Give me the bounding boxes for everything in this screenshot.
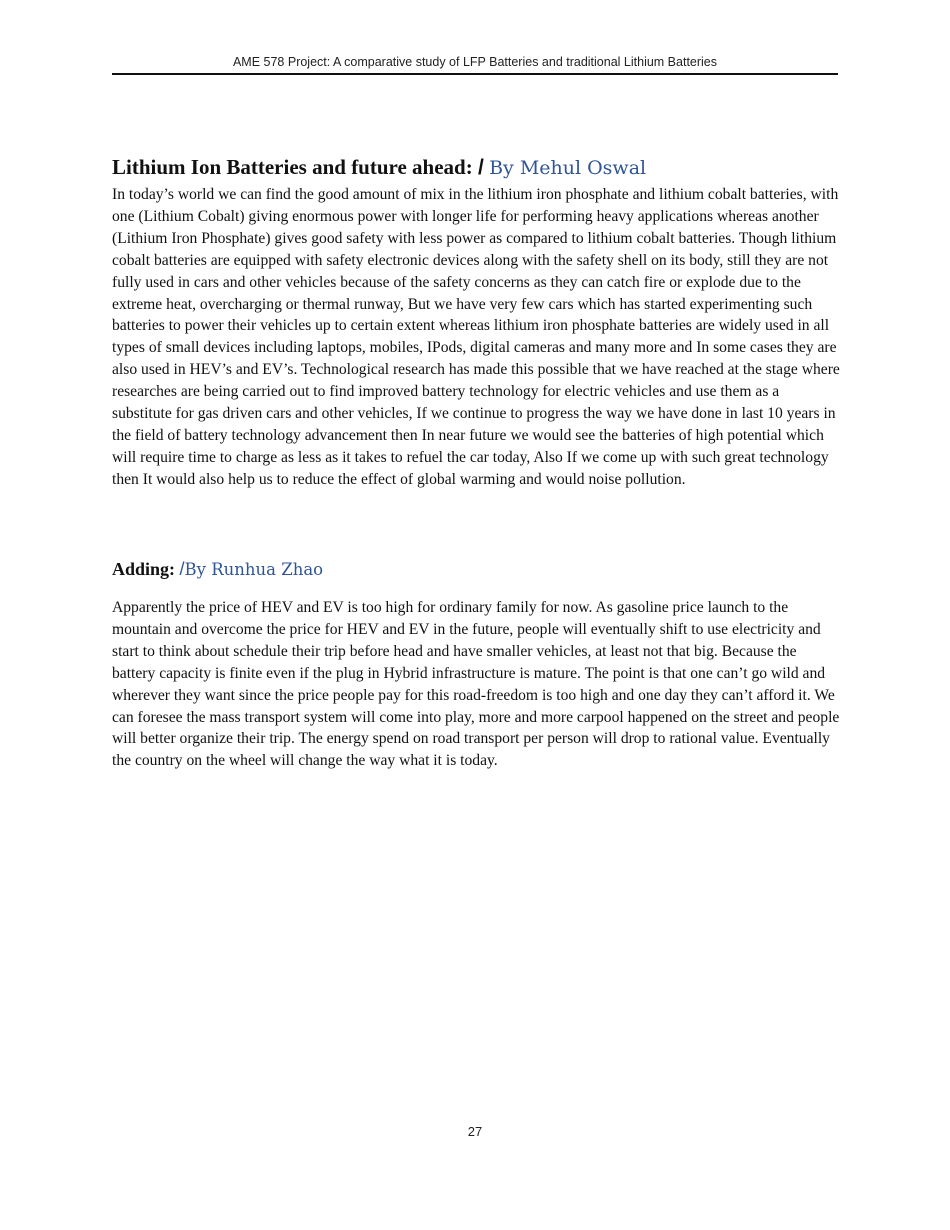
author-byline: By Runhua Zhao — [184, 560, 324, 579]
section-paragraph-lithium-ion: In today’s world we can find the good amount of mix in the lithium iron phosphate and lithium cobalt batteries, with one (Lithium Cobalt) giving enormous power with longer life for performing heavy applications whereas another (Lithium Iron Phosphate) gives good safety with less power as compared to lithium cobalt batteries. Though lithium cobalt batteries are equipped with safety electronic devices along with the safety shell on its body, still they are not fully used in cars and other vehicles because of the safety concerns as they can catch fire or explode due to the extreme heat, overcharging or thermal runway, But we have very few cars which has started experimenting such batteries to power their vehicles up to certain extent whereas lithium iron phosphate batteries are widely used in all types of small devices including laptops, mobiles, IPods, digital cameras and many more and In some cases they are also used in HEV’s and EV’s. Technological research has made this possible that we have reached at the stage where researches are being carried out to find improved battery technology for electric vehicles and use them as a substitute for gas driven cars and other vehicles, If we continue to progress the way we have done in last 10 years in the field of battery technology advancement then In near future we would see the batteries of high potential which will require time to charge as less as it takes to refuel the car today, Also If we come up with such great technology then It would also help us to reduce the effect of global warming and would noise pollution. — [112, 186, 840, 488]
page-number: 27 — [467, 1124, 483, 1139]
section-title: Adding: — [112, 559, 176, 579]
section-paragraph-adding: Apparently the price of HEV and EV is too high for ordinary family for now. As gasoline price launch to the mountain and overcome the price for HEV and EV in the future, people will eventually shift to use electricity and start to think about schedule their trip before head and have smaller vehicles, at least not that big. Because the battery capacity is finite even if the plug in Hybrid infrastructure is mature. The point is that one can’t go wild and wherever they want since the price people pay for this road-freedom is too high and one day they can’t afford it. We can foresee the mass transport system will come into play, more and more carpool happened on the street and people will better organize their trip. The energy spend on road transport per person will drop to rational value. Eventually the country on the wheel will change the way what it is today. — [112, 599, 840, 770]
section-heading-lithium-ion — [112, 153, 646, 182]
byline-separator: / — [179, 559, 185, 579]
author-byline: By Mehul Oswal — [489, 157, 647, 179]
running-header: AME 578 Project: A comparative study of LFP Batteries and traditional Lithium Batteries — [232, 55, 718, 69]
section-title: Lithium Ion Batteries and future ahead: — [112, 155, 473, 179]
section-heading-adding — [112, 557, 323, 582]
header-rule — [112, 73, 838, 75]
byline-separator: / — [477, 156, 484, 179]
